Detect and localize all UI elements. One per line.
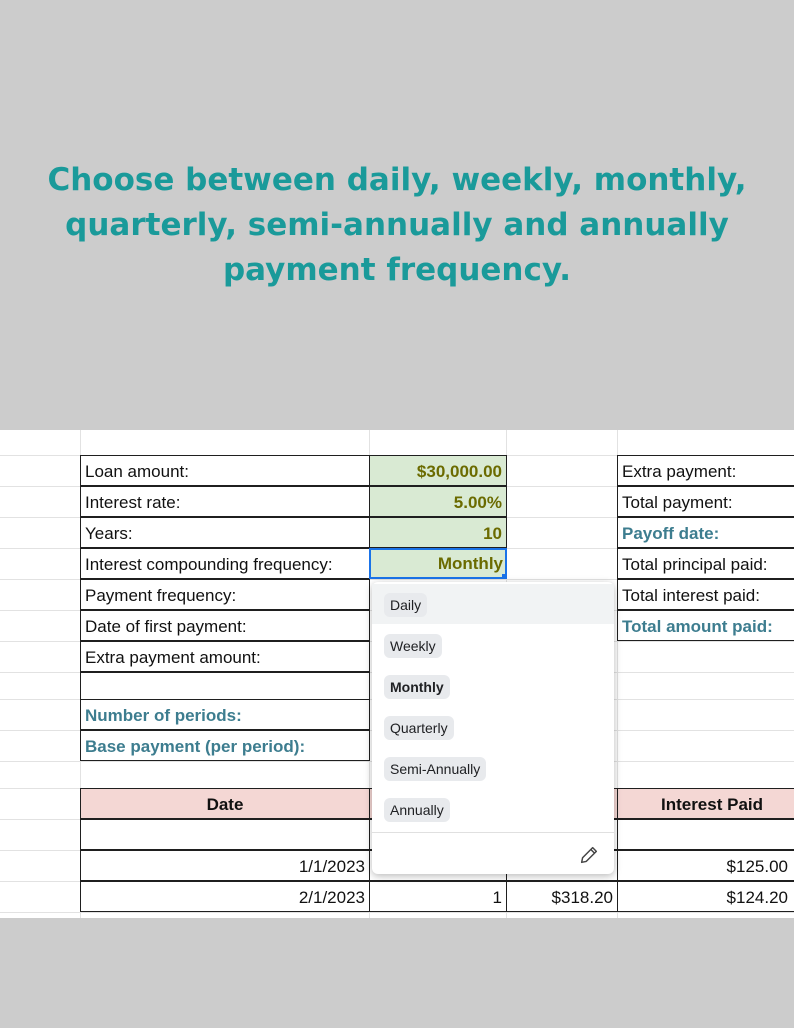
payment-frequency-label: Payment frequency: xyxy=(80,579,370,610)
table-row-interest[interactable]: $124.20 xyxy=(617,881,794,912)
table-row-date[interactable]: 1/1/2023 xyxy=(80,850,370,881)
first-payment-date-label: Date of first payment: xyxy=(80,610,370,641)
headline-line-2: quarterly, semi-annually and annually xyxy=(65,207,729,243)
option-chip: Semi-Annually xyxy=(384,757,486,781)
frequency-dropdown-menu[interactable] xyxy=(372,582,614,874)
loan-amount-label: Loan amount: xyxy=(80,455,370,486)
total-principal-paid-label: Total principal paid: xyxy=(617,548,794,579)
edit-pencil-icon[interactable] xyxy=(578,844,600,866)
table-cell[interactable] xyxy=(617,819,794,850)
grid-line xyxy=(0,912,794,913)
extra-payment-amount-label: Extra payment amount: xyxy=(80,641,370,672)
table-cell[interactable] xyxy=(80,819,370,850)
blank-cell[interactable] xyxy=(80,672,370,700)
years-label: Years: xyxy=(80,517,370,548)
interest-rate-label: Interest rate: xyxy=(80,486,370,517)
dropdown-option-weekly[interactable] xyxy=(372,625,614,665)
headline-line-3: payment frequency. xyxy=(222,252,572,288)
dropdown-option-annually[interactable] xyxy=(372,789,614,829)
total-amount-paid-label: Total amount paid: xyxy=(617,610,794,641)
loan-amount-input[interactable]: $30,000.00 xyxy=(369,455,507,486)
table-row-period[interactable]: 1 xyxy=(369,881,507,912)
dropdown-option-semi-annually[interactable] xyxy=(372,748,614,788)
compounding-frequency-label: Interest compounding frequency: xyxy=(80,548,370,579)
interest-rate-input[interactable]: 5.00% xyxy=(369,486,507,517)
payoff-date-label: Payoff date: xyxy=(617,517,794,548)
base-payment-label: Base payment (per period): xyxy=(80,730,370,761)
dropdown-option-monthly[interactable] xyxy=(372,666,614,706)
option-chip: Annually xyxy=(384,798,450,822)
option-chip: Weekly xyxy=(384,634,442,658)
extra-payment-label: Extra payment: xyxy=(617,455,794,486)
option-chip: Quarterly xyxy=(384,716,454,740)
dropdown-option-quarterly[interactable] xyxy=(372,707,614,747)
date-column-header: Date xyxy=(80,788,370,819)
total-interest-paid-label: Total interest paid: xyxy=(617,579,794,610)
table-row-date[interactable]: 2/1/2023 xyxy=(80,881,370,912)
dropdown-option-daily[interactable] xyxy=(372,584,614,624)
number-of-periods-label: Number of periods: xyxy=(80,699,370,730)
years-input[interactable]: 10 xyxy=(369,517,507,548)
table-row-payment[interactable]: $318.20 xyxy=(506,881,618,912)
interest-paid-column-header: Interest Paid xyxy=(617,788,794,819)
option-chip: Monthly xyxy=(384,675,450,699)
table-row-interest[interactable]: $125.00 xyxy=(617,850,794,881)
option-chip: Daily xyxy=(384,593,427,617)
selection-handle[interactable] xyxy=(502,574,507,579)
compounding-frequency-select[interactable]: Monthly xyxy=(369,548,507,579)
dropdown-divider xyxy=(372,832,614,833)
total-payment-label: Total payment: xyxy=(617,486,794,517)
headline xyxy=(0,158,794,293)
headline-line-1: Choose between daily, weekly, monthly, xyxy=(47,162,747,198)
